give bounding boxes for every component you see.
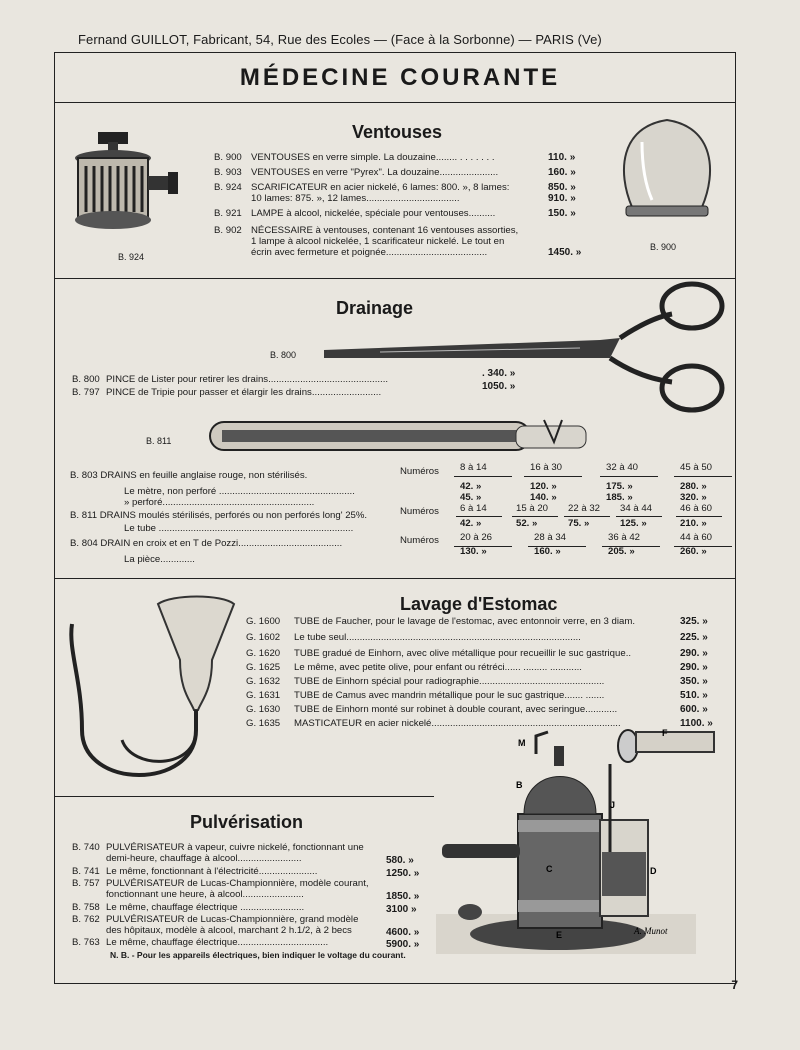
item-code: G. 1632 (246, 676, 281, 687)
item-code: B. 762 (72, 914, 100, 925)
column-rule (524, 476, 582, 477)
catalog-line (246, 648, 631, 660)
drain-price: 42. » (460, 518, 482, 529)
item-price: 1250. » (386, 868, 420, 879)
label-f: F (662, 728, 668, 738)
caption-b800: B. 800 (270, 350, 297, 360)
numeros-label: Numéros (400, 535, 439, 546)
section-title-lavage: Lavage d'Estomac (400, 594, 558, 614)
catalog-line (246, 662, 582, 674)
item-description: Le même, fonctionnant à l'électricité...................... (106, 866, 318, 877)
divider (54, 578, 736, 579)
item-code: B. 741 (72, 866, 100, 877)
item-price: 4600. » (386, 927, 420, 938)
catalog-line (214, 208, 495, 220)
item-code: G. 1620 (246, 648, 281, 659)
item-description: PULVÉRISATEUR à vapeur, cuivre nickelé, fonctionnant une (106, 842, 364, 853)
catalog-line (72, 937, 328, 949)
drain-804-label: B. 804 DRAIN en croix et en T de Pozzi....................................... (70, 538, 343, 549)
drain-price: 175. » (606, 481, 633, 492)
item-price: 1450. » (548, 247, 582, 258)
item-description: écrin avec fermeture et poignée...................................... (251, 247, 488, 258)
item-price: 850. » (548, 182, 576, 193)
drain-column-head: 34 à 44 (620, 503, 653, 514)
catalog-line (214, 193, 459, 205)
item-price: 110. » (548, 152, 576, 163)
item-description: Le même, avec petite olive, pour enfant ou rétréci...... ......... ............ (294, 662, 582, 673)
label-c: C (546, 864, 553, 874)
column-rule (600, 476, 658, 477)
catalog-line (72, 387, 381, 399)
catalog-line (214, 247, 487, 259)
drain-column-head: 8 à 14 (460, 462, 487, 473)
caption-b811: B. 811 (146, 436, 172, 446)
item-code: B. 797 (72, 387, 100, 398)
item-code: G. 1600 (246, 616, 281, 627)
catalog-line (246, 616, 635, 628)
numeros-label: Numéros (400, 466, 439, 477)
engraver-signature: A. Munot (634, 926, 668, 936)
drain-811-sub: Le tube ......................................................................... (124, 523, 354, 534)
drain-column-head: 22 à 32 (568, 503, 601, 514)
item-description: TUBE gradué de Einhorn, avec olive métallique pour recueillir le suc gastrique.. (294, 648, 632, 659)
drain-column-head: 20 à 26 (460, 532, 493, 543)
section-title-ventouses: Ventouses (352, 122, 443, 142)
item-price: 910. » (548, 193, 576, 204)
item-description: PULVÉRISATEUR de Lucas-Championnière, modèle courant, (106, 878, 369, 889)
item-description: PULVÉRISATEUR de Lucas-Championnière, grand modèle (106, 914, 359, 925)
catalog-line (72, 902, 304, 914)
drain-column-head: 32 à 40 (606, 462, 639, 473)
item-code: B. 903 (214, 167, 242, 178)
item-description: 10 lames: 875. », 12 lames................................... (251, 193, 460, 204)
item-price: 150. » (548, 208, 576, 219)
item-price: 510. » (680, 690, 708, 701)
item-price: 225. » (680, 632, 708, 643)
page-title: MÉDECINE COURANTE (239, 64, 561, 91)
item-code: B. 763 (72, 937, 100, 948)
item-code: B. 902 (214, 225, 242, 236)
catalog-line (214, 152, 495, 164)
column-rule (456, 516, 502, 517)
item-description: Le tube seul........................................................................................ (294, 632, 581, 643)
drain-column-head: 46 à 60 (680, 503, 713, 514)
column-rule (616, 516, 662, 517)
drain-price: 130. » (460, 546, 487, 557)
drain-price: 280. » (680, 481, 707, 492)
note-nb: N. B. - Pour les appareils électriques, bien indiquer le voltage du courant. (110, 950, 406, 960)
drain-803-sub1: Le mètre, non perforé ................................................... (124, 486, 355, 497)
scarificateur-illustration (68, 128, 198, 248)
divider (54, 796, 434, 797)
item-price: 1100. » (680, 718, 713, 729)
drain-811-label: B. 811 DRAINS moulés stérilisés, perforés ou non perforés long' 25%. (70, 510, 368, 521)
catalog-line (246, 632, 581, 644)
column-rule (454, 476, 512, 477)
drain-price: 52. » (516, 518, 538, 529)
item-code: G. 1625 (246, 662, 281, 673)
drain-price: 140. » (530, 492, 557, 503)
item-code: B. 757 (72, 878, 100, 889)
item-price: 600. » (680, 704, 708, 715)
label-j: J (610, 800, 616, 810)
item-price: 350. » (680, 676, 708, 687)
drain-column-head: 28 à 34 (534, 532, 567, 543)
catalog-line (246, 704, 617, 716)
item-price: 5900. » (386, 939, 420, 950)
item-code: G. 1631 (246, 690, 281, 701)
catalog-line (72, 866, 317, 878)
item-code: G. 1635 (246, 718, 281, 729)
column-rule (674, 476, 732, 477)
catalog-line (72, 853, 302, 865)
drain-tube-illustration (206, 414, 592, 458)
label-d: D (650, 866, 657, 876)
caption-b900: B. 900 (650, 242, 677, 252)
drain-804-sub: La pièce............. (124, 554, 195, 565)
catalog-line (72, 889, 304, 901)
drain-price: 260. » (680, 546, 707, 557)
catalog-line (72, 925, 352, 937)
column-rule (676, 516, 722, 517)
drain-price: 185. » (606, 492, 633, 503)
drain-column-head: 36 à 42 (608, 532, 641, 543)
item-description: NÉCESSAIRE à ventouses, contenant 16 ventouses assorties, (251, 225, 519, 236)
item-price: 290. » (680, 662, 708, 673)
drain-price: 160. » (534, 546, 561, 557)
item-description: PINCE de Tripie pour passer et élargir les drains.......................... (106, 387, 382, 398)
drain-price: 45. » (460, 492, 482, 503)
column-rule (564, 516, 610, 517)
item-description: Le même, chauffage électrique.................................. (106, 937, 329, 948)
tube-faucher-illustration (62, 590, 242, 790)
item-code: B. 758 (72, 902, 100, 913)
item-description: TUBE de Einhorn monté sur robinet à double courant, avec seringue............ (294, 704, 618, 715)
item-code: B. 924 (214, 182, 242, 193)
drain-column-head: 15 à 20 (516, 503, 549, 514)
catalog-line (246, 676, 604, 688)
item-description: LAMPE à alcool, nickelée, spéciale pour ventouses.......... (251, 208, 496, 219)
section-title-pulverisation: Pulvérisation (190, 812, 304, 832)
catalog-line (72, 374, 388, 386)
drain-price: 75. » (568, 518, 590, 529)
item-price: 1050. » (482, 381, 516, 392)
item-price: 3100 » (386, 904, 417, 915)
drain-column-head: 6 à 14 (460, 503, 487, 514)
pince-lister-illustration (320, 278, 730, 418)
page-number: 7 (731, 978, 738, 992)
drain-803-label: B. 803 DRAINS en feuille anglaise rouge, non stérilisés. (70, 470, 308, 481)
drain-column-head: 16 à 30 (530, 462, 563, 473)
drain-price: 210. » (680, 518, 707, 529)
item-description: TUBE de Einhorn spécial pour radiographie............................................... (294, 676, 605, 687)
label-e: E (556, 930, 563, 940)
item-price: 290. » (680, 648, 708, 659)
drain-column-head: 45 à 50 (680, 462, 713, 473)
label-m: M (518, 738, 526, 748)
drain-price: 120. » (530, 481, 557, 492)
pulverisateur-illustration (436, 724, 732, 966)
item-code: B. 800 (72, 374, 100, 385)
item-description: Le même, chauffage électrique ........................ (106, 902, 305, 913)
item-price: 160. » (548, 167, 576, 178)
item-price: 580. » (386, 855, 414, 866)
item-code: G. 1602 (246, 632, 281, 643)
column-rule (512, 516, 558, 517)
caption-b924: B. 924 (118, 252, 145, 262)
item-code: B. 740 (72, 842, 100, 853)
catalog-line (214, 167, 498, 179)
item-description: SCARIFICATEUR en acier nickelé, 6 lames: 800. », 8 lames: (251, 182, 510, 193)
item-description: TUBE de Camus avec mandrin métallique pour le suc gastrique....... ....... (294, 690, 605, 701)
item-description: 1 lampe à alcool nickelée, 1 scarificateur nickelé. Le tout en (251, 236, 505, 247)
item-description: PINCE de Lister pour retirer les drains............................................. (106, 374, 389, 385)
numeros-label: Numéros (400, 506, 439, 517)
catalog-line (246, 690, 604, 702)
drain-column-head: 44 à 60 (680, 532, 713, 543)
ventouse-glass-illustration (612, 112, 722, 242)
drain-price: 320. » (680, 492, 707, 503)
drain-price: 42. » (460, 481, 482, 492)
item-description: VENTOUSES en verre "Pyrex". La douzaine...................... (251, 167, 499, 178)
item-description: MASTICATEUR en acier nickelé....................................................................... (294, 718, 621, 729)
item-code: B. 921 (214, 208, 242, 219)
item-description: TUBE de Faucher, pour le lavage de l'estomac, avec entonnoir verre, en 3 diam. (294, 616, 635, 627)
section-title-drainage: Drainage (336, 298, 414, 318)
drain-price: 125. » (620, 518, 647, 529)
item-price: 1850. » (386, 891, 420, 902)
drain-price: 205. » (608, 546, 635, 557)
item-code: B. 900 (214, 152, 242, 163)
item-price: 325. » (680, 616, 708, 627)
page-header: Fernand GUILLOT, Fabricant, 54, Rue des Ecoles — (Face à la Sorbonne) — PARIS (Ve) (78, 32, 602, 47)
item-description: VENTOUSES en verre simple. La douzaine........ . . . . . . . (251, 152, 495, 163)
divider (54, 102, 736, 103)
item-description: fonctionnant une heure, à alcool....................... (106, 889, 304, 900)
item-code: G. 1630 (246, 704, 281, 715)
item-description: des hôpitaux, modèle à alcool, marchant 2 h.1/2, à 2 becs (106, 925, 352, 936)
drain-803-sub2: » perforé......................................................... (124, 497, 315, 508)
item-price: . 340. » (482, 368, 516, 379)
item-description: demi-heure, chauffage à alcool........................ (106, 853, 302, 864)
label-b: B (516, 780, 523, 790)
